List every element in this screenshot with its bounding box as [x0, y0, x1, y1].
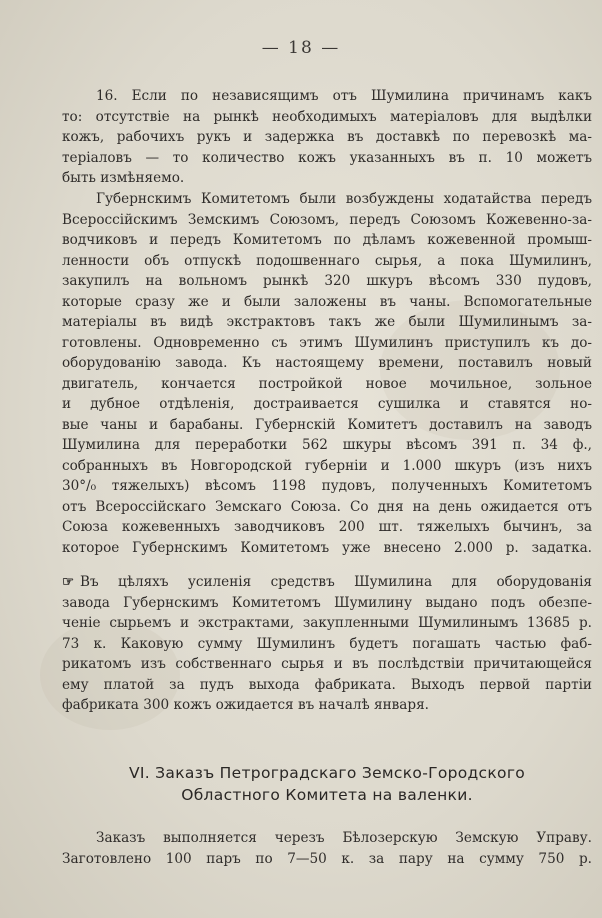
text-line: теріаловъ — то количество кожъ указанныхъ въ п. 10 можетъ	[62, 149, 592, 166]
section-heading	[62, 762, 592, 806]
text-line: 16. Если по независящимъ отъ Шумилина причинамъ какъ	[96, 88, 592, 104]
text-line: Союза кожевенныхъ заводчиковъ 200 шт. тяжелыхъ бычинъ, за	[62, 519, 592, 535]
text-line-content: Въ цѣляхъ усиленія средствъ Шумилина для оборудованія	[80, 574, 592, 590]
text-line: Заготовлено 100 паръ по 7—50 к. за пару на сумму 750 р.	[62, 850, 592, 867]
text-line: оборудованію завода. Къ настоящему времени, поставилъ новый	[62, 355, 592, 371]
page-number: — 18 —	[261, 38, 341, 58]
text-line: закупилъ на вольномъ рынкѣ 320 шкуръ вѣсомъ 330 пудовъ,	[62, 273, 592, 289]
text-line: Шумилина для переработки 562 шкуры вѣсомъ 391 п. 34 ф.,	[62, 437, 592, 453]
heading-line: VI. Заказъ Петроградскаго Земско-Городского	[128, 764, 526, 782]
text-line: ему платой за пудъ выхода фабриката. Выходъ первой партіи	[62, 676, 592, 693]
text-line: Губернскимъ Комитетомъ были возбуждены ходатайства передъ	[96, 191, 592, 207]
text-line: Всероссійскимъ Земскимъ Союзомъ, передъ Союзомъ Кожевенно-за-	[62, 211, 592, 228]
text-line: готовлены. Одновременно съ этимъ Шумилинъ приступилъ къ до-	[62, 334, 592, 351]
text-line: которые сразу же и были заложены въ чаны. Вспомогательные	[62, 293, 592, 310]
text-line: которое Губернскимъ Комитетомъ уже внесено 2.000 р. задатка.	[62, 539, 592, 556]
text-line: отъ Всероссійскаго Земскаго Союза. Со дня на день ожидается отъ	[62, 498, 592, 515]
text-line: завода Губернскимъ Комитетомъ Шумилину выдано подъ обезпе-	[62, 594, 592, 611]
text-line: фабриката 300 кожъ ожидается въ началѣ января.	[62, 697, 429, 713]
text-line: быть измѣняемо.	[62, 170, 185, 186]
text-line: собранныхъ въ Новгородской губерніи и 1.000 шкуръ (изъ нихъ	[62, 457, 592, 474]
text-line: матеріалы въ видѣ экстрактовъ такъ же были Шумилинымъ за-	[62, 314, 592, 330]
text-line: кожъ, рабочихъ рукъ и задержка въ доставкѣ по перевозкѣ ма-	[62, 129, 592, 145]
text-line: и дубное отдѣленія, достраивается сушилка и ставятся но-	[62, 396, 592, 412]
text-line: двигатель, кончается постройкой новое мочильное, зольное	[62, 375, 592, 392]
text-line: ченіе сырьемъ и экстрактами, закупленными Шумилинымъ 13685 р.	[62, 615, 592, 631]
heading-line: Областного Комитета на валенки.	[181, 786, 473, 804]
text-line: 30°/₀ тяжелыхъ) вѣсомъ 1198 пудовъ, полученныхъ Комитетомъ	[62, 478, 592, 494]
paragraph-funding	[62, 572, 592, 716]
paragraph-committee-petitions	[62, 189, 592, 558]
text-line: то: отсутствіе на рынкѣ необходимыхъ матеріаловъ для выдѣлки	[62, 108, 592, 125]
text-line: ленности объ отпускѣ подошвеннаго сырья, а пока Шумилинъ,	[62, 252, 592, 269]
text-line	[62, 572, 592, 593]
paragraph-clause-16	[62, 86, 592, 189]
text-line: Заказъ выполняется черезъ Бѣлозерскую Земскую Управу.	[96, 830, 592, 846]
text-line: вые чаны и барабаны. Губернскій Комитетъ доставилъ на заводъ	[62, 416, 592, 433]
paragraph-felt-boots-order	[62, 828, 592, 869]
text-line: водчиковъ и передъ Комитетомъ по дѣламъ кожевенной промыш-	[62, 232, 592, 248]
pointing-hand-icon: ☞	[62, 574, 75, 590]
text-line: 73 к. Каковую сумму Шумилинъ будетъ погашать частью фаб-	[62, 635, 592, 652]
text-line: рикатомъ изъ собственнаго сырья и въ послѣдствіи причитающейся	[62, 656, 592, 672]
